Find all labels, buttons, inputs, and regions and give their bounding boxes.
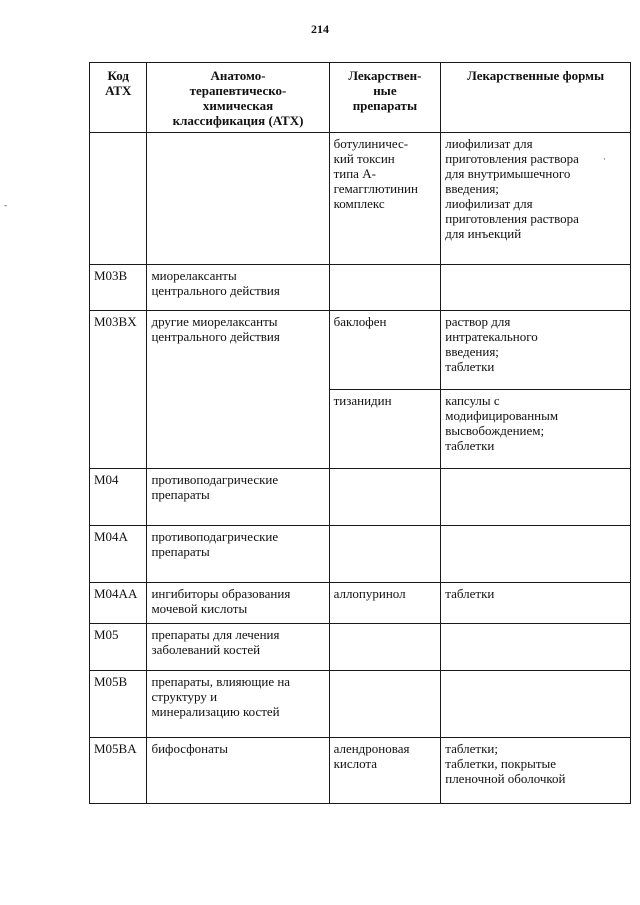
classification-line: противоподагрические (151, 529, 279, 544)
drug-cell (329, 671, 441, 738)
atc-table (89, 62, 631, 804)
atc-code-cell (90, 738, 147, 804)
drug-cell (329, 738, 441, 804)
classification-line: ингибиторы образования (151, 586, 291, 601)
dosage-forms-cell (441, 311, 631, 390)
header-forms (441, 63, 631, 133)
drug-name-line: тизанидин (333, 393, 392, 408)
table-row (90, 671, 631, 738)
drug-name-line: кий токсин (333, 151, 395, 166)
classification-line: противоподагрические (151, 472, 279, 487)
classification-cell (147, 583, 329, 624)
drug-cell (329, 469, 441, 526)
header-code-line: Код (107, 68, 129, 83)
atc-code: M03B (94, 268, 128, 283)
drug-name-line: комплекс (333, 196, 385, 211)
classification-cell (147, 624, 329, 671)
page-number: 214 (311, 22, 329, 36)
classification-line: другие миорелаксанты (151, 314, 278, 329)
dosage-form-line: введения; (445, 181, 499, 196)
dosage-forms-cell (441, 583, 631, 624)
dosage-forms-cell (441, 390, 631, 469)
dosage-form-line: лиофилизат для (445, 196, 533, 211)
drug-cell (329, 133, 441, 265)
dosage-forms-cell (441, 133, 631, 265)
dosage-form-line: таблетки (445, 359, 495, 374)
dosage-forms-cell (441, 526, 631, 583)
table-row (90, 311, 631, 390)
drug-name-line: гемагглютинин (333, 181, 418, 196)
header-classification-line: химическая (202, 98, 274, 113)
header-forms-line: Лекарственные формы (467, 68, 605, 83)
header-code (90, 63, 147, 133)
atc-code-cell (90, 671, 147, 738)
classification-line: препараты для лечения (151, 627, 280, 642)
dosage-form-line: капсулы с (445, 393, 500, 408)
table-row (90, 624, 631, 671)
classification-line: минерализацию костей (151, 704, 280, 719)
table-row (90, 583, 631, 624)
drug-name-line: кислота (333, 756, 378, 771)
drug-name-line: алендроновая (333, 741, 410, 756)
header-classification-line: терапевтическо- (189, 83, 287, 98)
dosage-form-line: таблетки, покрытые (445, 756, 557, 771)
classification-cell (147, 469, 329, 526)
table-row (90, 133, 631, 265)
classification-line: бифосфонаты (151, 741, 228, 756)
table-header-row (90, 63, 631, 133)
atc-code: M05 (94, 627, 119, 642)
classification-line: миорелаксанты (151, 268, 237, 283)
dosage-form-line: таблетки (445, 438, 495, 453)
dosage-form-line: высвобождением; (445, 423, 545, 438)
table-row (90, 265, 631, 311)
classification-cell (147, 526, 329, 583)
dosage-form-line: лиофилизат для (445, 136, 533, 151)
header-code-line: АТХ (105, 83, 132, 98)
classification-line: препараты (151, 487, 210, 502)
dosage-form-line: интратекального (445, 329, 538, 344)
atc-code-cell (90, 265, 147, 311)
drug-cell (329, 390, 441, 469)
atc-code: M05B (94, 674, 128, 689)
header-classification (147, 63, 329, 133)
classification-line: центрального действия (151, 283, 280, 298)
atc-code-cell (90, 526, 147, 583)
classification-cell (147, 671, 329, 738)
classification-line: центрального действия (151, 329, 280, 344)
classification-cell (147, 265, 329, 311)
atc-code-cell (90, 469, 147, 526)
atc-code: M04AA (94, 586, 138, 601)
dosage-forms-cell (441, 265, 631, 311)
atc-code-cell (90, 133, 147, 265)
drug-name-line: типа А- (333, 166, 376, 181)
header-drugs-line: ные (373, 83, 397, 98)
classification-line: препараты (151, 544, 210, 559)
drug-cell (329, 526, 441, 583)
table-row (90, 738, 631, 804)
atc-code: M04 (94, 472, 119, 487)
scan-dot: · (603, 154, 606, 164)
header-classification-line: классификация (АТХ) (172, 113, 304, 128)
atc-code: M05BA (94, 741, 137, 756)
atc-code-cell (90, 311, 147, 469)
dosage-form-line: таблетки (445, 586, 495, 601)
classification-cell (147, 133, 329, 265)
drug-cell (329, 265, 441, 311)
drug-cell (329, 311, 441, 390)
drug-cell (329, 583, 441, 624)
table-row (90, 526, 631, 583)
dosage-forms-cell (441, 624, 631, 671)
table-row (90, 469, 631, 526)
dosage-form-line: приготовления раствора (445, 211, 579, 226)
header-drugs-line: препараты (352, 98, 418, 113)
drug-cell (329, 624, 441, 671)
classification-line: мочевой кислоты (151, 601, 248, 616)
classification-line: заболеваний костей (151, 642, 261, 657)
drug-name-line: ботулиничес- (333, 136, 409, 151)
classification-cell (147, 738, 329, 804)
dosage-form-line: таблетки; (445, 741, 498, 756)
dosage-form-line: для инъекций (445, 226, 522, 241)
drug-name-line: аллопуринол (333, 586, 406, 601)
dosage-form-line: пленочной оболочкой (445, 771, 566, 786)
dosage-form-line: приготовления раствора (445, 151, 579, 166)
dosage-forms-cell (441, 738, 631, 804)
atc-code-cell (90, 624, 147, 671)
header-classification-line: Анатомо- (210, 68, 266, 83)
dosage-form-line: раствор для (445, 314, 511, 329)
atc-code: M04A (94, 529, 128, 544)
drug-name-line: баклофен (333, 314, 387, 329)
dosage-form-line: модифицированным (445, 408, 559, 423)
classification-line: структуру и (151, 689, 218, 704)
atc-code-cell (90, 583, 147, 624)
margin-mark: - (4, 200, 7, 210)
atc-code: M03BX (94, 314, 137, 329)
dosage-form-line: для внутримышечного (445, 166, 571, 181)
classification-cell (147, 311, 329, 469)
dosage-forms-cell (441, 469, 631, 526)
header-drugs-line: Лекарствен- (348, 68, 422, 83)
header-drugs (329, 63, 441, 133)
dosage-form-line: введения; (445, 344, 499, 359)
dosage-forms-cell (441, 671, 631, 738)
classification-line: препараты, влияющие на (151, 674, 291, 689)
